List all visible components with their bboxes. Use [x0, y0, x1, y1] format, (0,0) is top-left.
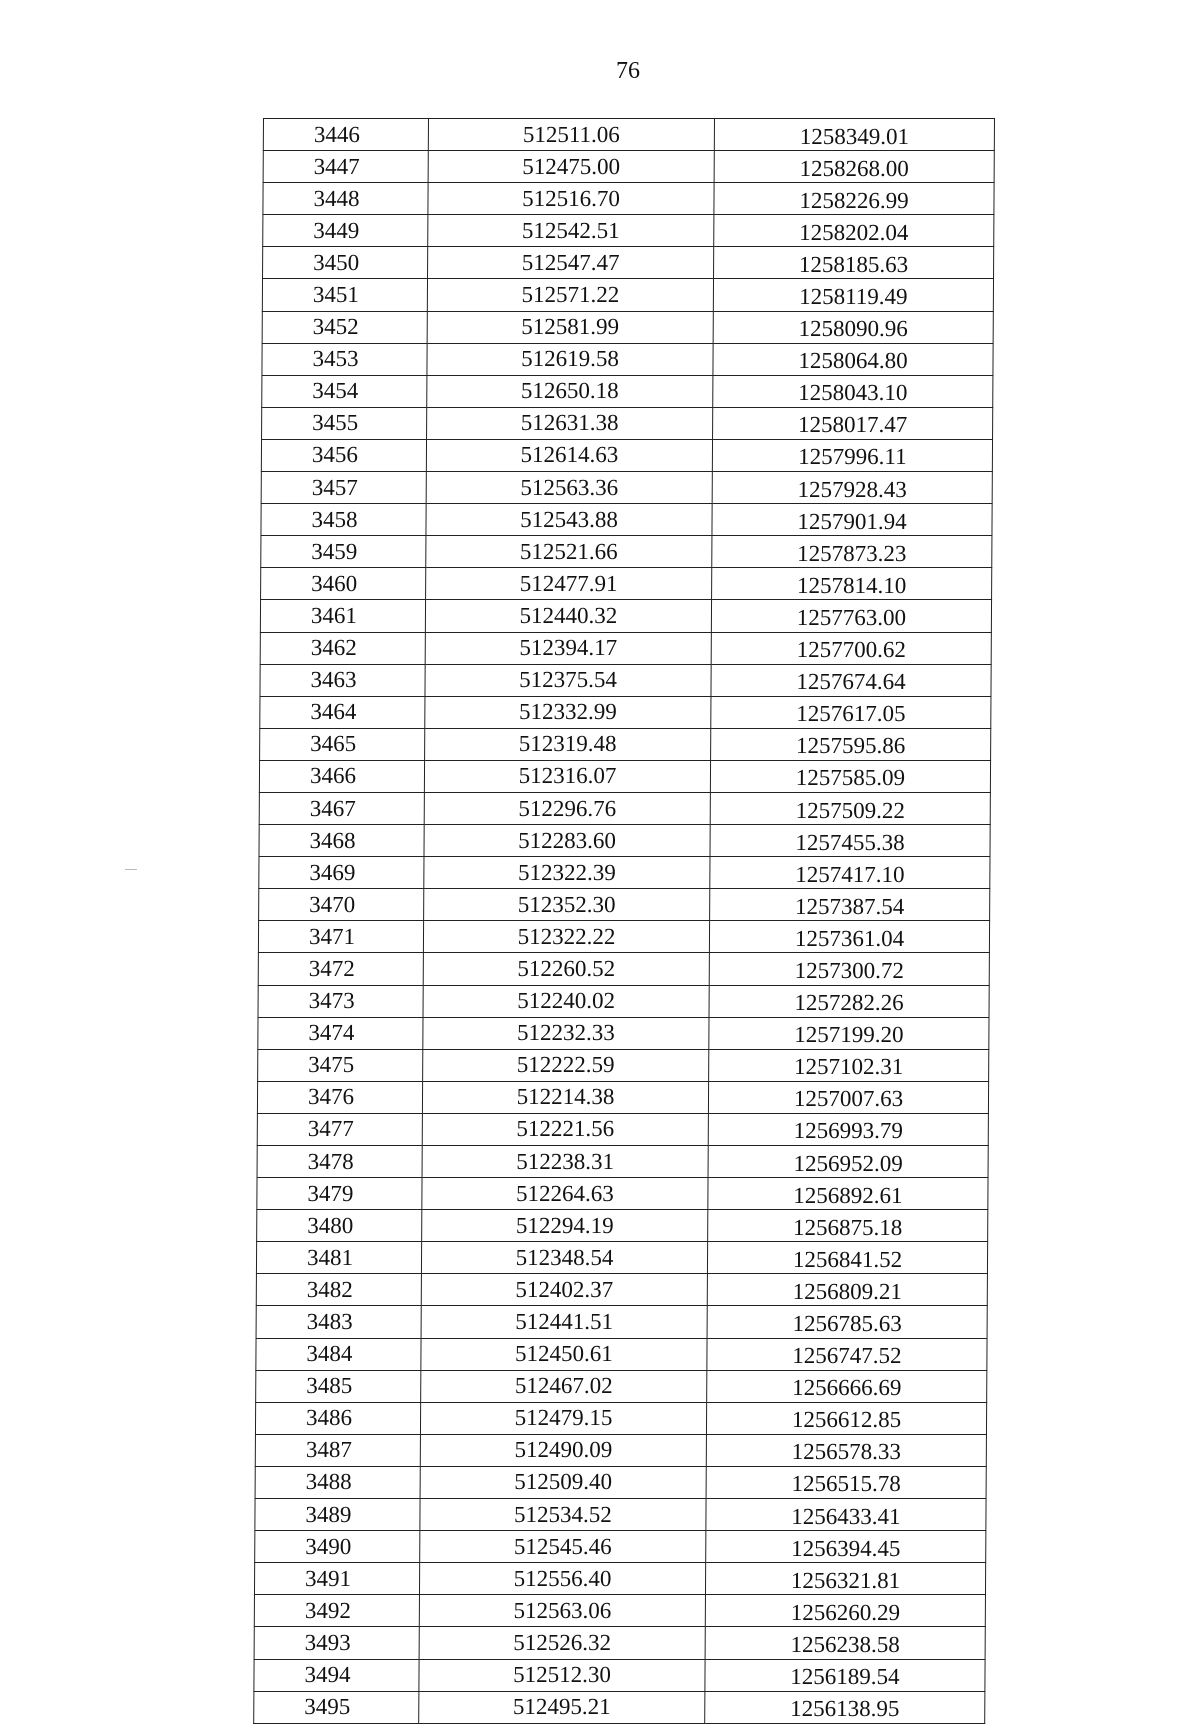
- point-number-cell: 3480: [257, 1210, 422, 1242]
- y-coordinate-cell: 1257417.10: [710, 857, 990, 889]
- point-number-cell: 3462: [260, 632, 425, 664]
- point-number-cell: 3468: [259, 825, 424, 857]
- y-coordinate-cell: 1257873.23: [712, 536, 992, 568]
- point-number-cell: 3476: [257, 1081, 422, 1113]
- y-coordinate-cell: 1258202.04: [714, 215, 994, 247]
- scan-artifact-mark: [125, 869, 137, 870]
- y-coordinate-cell: 1256578.33: [706, 1434, 986, 1466]
- x-coordinate-cell: 512619.58: [427, 343, 713, 375]
- x-coordinate-cell: 512222.59: [423, 1049, 709, 1081]
- point-number-cell: 3478: [257, 1146, 422, 1178]
- y-coordinate-cell: 1257455.38: [710, 825, 990, 857]
- x-coordinate-cell: 512394.17: [425, 632, 711, 664]
- table-row: [256, 1274, 987, 1306]
- table-row: [260, 728, 991, 760]
- table-row: [256, 1242, 987, 1274]
- point-number-cell: 3484: [256, 1338, 421, 1370]
- point-number-cell: 3459: [261, 536, 426, 568]
- point-number-cell: 3455: [262, 407, 427, 439]
- point-number-cell: 3463: [260, 664, 425, 696]
- point-number-cell: 3482: [256, 1274, 421, 1306]
- y-coordinate-cell: 1256515.78: [706, 1466, 986, 1498]
- point-number-cell: 3458: [261, 504, 426, 536]
- x-coordinate-cell: 512490.09: [420, 1434, 706, 1466]
- coordinates-table-body: [254, 119, 995, 1724]
- x-coordinate-cell: 512475.00: [428, 151, 714, 183]
- y-coordinate-cell: 1258043.10: [713, 375, 993, 407]
- y-coordinate-cell: 1258064.80: [713, 343, 993, 375]
- y-coordinate-cell: 1257814.10: [712, 568, 992, 600]
- table-row: [254, 1627, 985, 1659]
- table-row: [257, 1178, 988, 1210]
- x-coordinate-cell: 512542.51: [428, 215, 714, 247]
- table-row: [258, 921, 989, 953]
- x-coordinate-cell: 512511.06: [428, 119, 714, 151]
- point-number-cell: 3477: [257, 1113, 422, 1145]
- x-coordinate-cell: 512581.99: [427, 311, 713, 343]
- table-row: [259, 792, 990, 824]
- point-number-cell: 3483: [256, 1306, 421, 1338]
- point-number-cell: 3467: [259, 792, 424, 824]
- x-coordinate-cell: 512521.66: [426, 536, 712, 568]
- y-coordinate-cell: 1256875.18: [708, 1210, 988, 1242]
- y-coordinate-cell: 1257102.31: [709, 1049, 989, 1081]
- point-number-cell: 3451: [262, 279, 427, 311]
- y-coordinate-cell: 1257585.09: [710, 760, 990, 792]
- x-coordinate-cell: 512348.54: [421, 1242, 707, 1274]
- y-coordinate-cell: 1256394.45: [706, 1531, 986, 1563]
- y-coordinate-cell: 1257300.72: [709, 953, 989, 985]
- table-row: [257, 1081, 988, 1113]
- y-coordinate-cell: 1256747.52: [707, 1338, 987, 1370]
- table-row: [261, 504, 992, 536]
- x-coordinate-cell: 512534.52: [420, 1499, 706, 1531]
- x-coordinate-cell: 512296.76: [424, 792, 710, 824]
- table-row: [255, 1402, 986, 1434]
- y-coordinate-cell: 1256189.54: [705, 1659, 985, 1691]
- table-row: [256, 1306, 987, 1338]
- coordinates-table: [253, 118, 995, 1724]
- point-number-cell: 3461: [260, 600, 425, 632]
- y-coordinate-cell: 1258226.99: [714, 183, 994, 215]
- point-number-cell: 3481: [256, 1242, 421, 1274]
- x-coordinate-cell: 512543.88: [426, 504, 712, 536]
- y-coordinate-cell: 1257996.11: [712, 439, 992, 471]
- y-coordinate-cell: 1258268.00: [714, 151, 994, 183]
- point-number-cell: 3487: [255, 1434, 420, 1466]
- table-row: [259, 889, 990, 921]
- x-coordinate-cell: 512526.32: [419, 1627, 705, 1659]
- x-coordinate-cell: 512240.02: [423, 985, 709, 1017]
- x-coordinate-cell: 512319.48: [425, 728, 711, 760]
- y-coordinate-cell: 1256952.09: [708, 1146, 988, 1178]
- point-number-cell: 3466: [259, 760, 424, 792]
- point-number-cell: 3456: [261, 439, 426, 471]
- table-row: [262, 343, 993, 375]
- y-coordinate-cell: 1258349.01: [714, 119, 994, 151]
- x-coordinate-cell: 512571.22: [427, 279, 713, 311]
- y-coordinate-cell: 1258185.63: [714, 247, 994, 279]
- x-coordinate-cell: 512631.38: [427, 407, 713, 439]
- x-coordinate-cell: 512316.07: [424, 760, 710, 792]
- y-coordinate-cell: 1257387.54: [710, 889, 990, 921]
- y-coordinate-cell: 1257901.94: [712, 504, 992, 536]
- x-coordinate-cell: 512441.51: [421, 1306, 707, 1338]
- point-number-cell: 3475: [258, 1049, 423, 1081]
- table-row: [262, 375, 993, 407]
- point-number-cell: 3490: [255, 1531, 420, 1563]
- x-coordinate-cell: 512614.63: [426, 439, 712, 471]
- table-row: [261, 472, 992, 504]
- x-coordinate-cell: 512402.37: [421, 1274, 707, 1306]
- table-row: [263, 151, 994, 183]
- x-coordinate-cell: 512563.06: [419, 1595, 705, 1627]
- x-coordinate-cell: 512221.56: [422, 1113, 708, 1145]
- y-coordinate-cell: 1257617.05: [711, 696, 991, 728]
- table-row: [259, 760, 990, 792]
- table-row: [257, 1113, 988, 1145]
- point-number-cell: 3448: [263, 183, 428, 215]
- table-row: [263, 247, 994, 279]
- point-number-cell: 3492: [254, 1595, 419, 1627]
- point-number-cell: 3446: [263, 119, 428, 151]
- point-number-cell: 3447: [263, 151, 428, 183]
- table-row: [255, 1499, 986, 1531]
- point-number-cell: 3453: [262, 343, 427, 375]
- y-coordinate-cell: 1256138.95: [705, 1691, 985, 1723]
- y-coordinate-cell: 1257763.00: [711, 600, 991, 632]
- x-coordinate-cell: 512450.61: [421, 1338, 707, 1370]
- page-number: 76: [616, 58, 640, 84]
- y-coordinate-cell: 1256809.21: [707, 1274, 987, 1306]
- x-coordinate-cell: 512516.70: [428, 183, 714, 215]
- y-coordinate-cell: 1256841.52: [707, 1242, 987, 1274]
- x-coordinate-cell: 512232.33: [423, 1017, 709, 1049]
- x-coordinate-cell: 512467.02: [421, 1370, 707, 1402]
- x-coordinate-cell: 512547.47: [428, 247, 714, 279]
- table-row: [256, 1370, 987, 1402]
- y-coordinate-cell: 1257007.63: [708, 1081, 988, 1113]
- table-row: [254, 1659, 985, 1691]
- x-coordinate-cell: 512214.38: [422, 1081, 708, 1113]
- x-coordinate-cell: 512332.99: [425, 696, 711, 728]
- point-number-cell: 3450: [263, 247, 428, 279]
- y-coordinate-cell: 1257928.43: [712, 472, 992, 504]
- point-number-cell: 3495: [254, 1691, 419, 1723]
- y-coordinate-cell: 1256260.29: [705, 1595, 985, 1627]
- table-row: [260, 664, 991, 696]
- table-row: [261, 568, 992, 600]
- point-number-cell: 3457: [261, 472, 426, 504]
- table-row: [262, 407, 993, 439]
- point-number-cell: 3489: [255, 1499, 420, 1531]
- point-number-cell: 3452: [262, 311, 427, 343]
- y-coordinate-cell: 1256433.41: [706, 1499, 986, 1531]
- table-row: [260, 632, 991, 664]
- table-row: [261, 536, 992, 568]
- x-coordinate-cell: 512322.22: [423, 921, 709, 953]
- table-row: [254, 1563, 985, 1595]
- x-coordinate-cell: 512650.18: [427, 375, 713, 407]
- y-coordinate-cell: 1257361.04: [709, 921, 989, 953]
- x-coordinate-cell: 512479.15: [420, 1402, 706, 1434]
- x-coordinate-cell: 512375.54: [425, 664, 711, 696]
- point-number-cell: 3488: [255, 1466, 420, 1498]
- x-coordinate-cell: 512264.63: [422, 1178, 708, 1210]
- point-number-cell: 3460: [261, 568, 426, 600]
- table-row: [263, 119, 994, 151]
- x-coordinate-cell: 512477.91: [426, 568, 712, 600]
- table-row: [258, 953, 989, 985]
- x-coordinate-cell: 512495.21: [419, 1691, 705, 1723]
- x-coordinate-cell: 512563.36: [426, 472, 712, 504]
- table-row: [259, 857, 990, 889]
- point-number-cell: 3474: [258, 1017, 423, 1049]
- table-row: [261, 439, 992, 471]
- point-number-cell: 3472: [258, 953, 423, 985]
- table-row: [255, 1531, 986, 1563]
- x-coordinate-cell: 512556.40: [419, 1563, 705, 1595]
- table-row: [260, 696, 991, 728]
- table-row: [255, 1434, 986, 1466]
- y-coordinate-cell: 1256666.69: [707, 1370, 987, 1402]
- point-number-cell: 3470: [259, 889, 424, 921]
- x-coordinate-cell: 512283.60: [424, 825, 710, 857]
- y-coordinate-cell: 1258017.47: [713, 407, 993, 439]
- point-number-cell: 3473: [258, 985, 423, 1017]
- point-number-cell: 3471: [258, 921, 423, 953]
- x-coordinate-cell: 512238.31: [422, 1146, 708, 1178]
- point-number-cell: 3491: [254, 1563, 419, 1595]
- table-row: [258, 985, 989, 1017]
- point-number-cell: 3479: [257, 1178, 422, 1210]
- point-number-cell: 3486: [255, 1402, 420, 1434]
- y-coordinate-cell: 1256321.81: [705, 1563, 985, 1595]
- table-row: [259, 825, 990, 857]
- y-coordinate-cell: 1257509.22: [710, 792, 990, 824]
- y-coordinate-cell: 1258090.96: [713, 311, 993, 343]
- table-row: [258, 1017, 989, 1049]
- y-coordinate-cell: 1257700.62: [711, 632, 991, 664]
- y-coordinate-cell: 1258119.49: [713, 279, 993, 311]
- point-number-cell: 3493: [254, 1627, 419, 1659]
- table-row: [262, 311, 993, 343]
- y-coordinate-cell: 1257674.64: [711, 664, 991, 696]
- y-coordinate-cell: 1256785.63: [707, 1306, 987, 1338]
- point-number-cell: 3454: [262, 375, 427, 407]
- x-coordinate-cell: 512512.30: [419, 1659, 705, 1691]
- table-row: [254, 1691, 985, 1723]
- x-coordinate-cell: 512260.52: [423, 953, 709, 985]
- x-coordinate-cell: 512322.39: [424, 857, 710, 889]
- point-number-cell: 3469: [259, 857, 424, 889]
- y-coordinate-cell: 1257282.26: [709, 985, 989, 1017]
- x-coordinate-cell: 512545.46: [420, 1531, 706, 1563]
- y-coordinate-cell: 1257199.20: [709, 1017, 989, 1049]
- x-coordinate-cell: 512352.30: [424, 889, 710, 921]
- table-row: [262, 279, 993, 311]
- x-coordinate-cell: 512440.32: [425, 600, 711, 632]
- x-coordinate-cell: 512294.19: [422, 1210, 708, 1242]
- table-row: [263, 183, 994, 215]
- x-coordinate-cell: 512509.40: [420, 1466, 706, 1498]
- point-number-cell: 3485: [256, 1370, 421, 1402]
- table-row: [263, 215, 994, 247]
- y-coordinate-cell: 1256612.85: [706, 1402, 986, 1434]
- y-coordinate-cell: 1256238.58: [705, 1627, 985, 1659]
- point-number-cell: 3465: [260, 728, 425, 760]
- table-row: [258, 1049, 989, 1081]
- y-coordinate-cell: 1256892.61: [708, 1178, 988, 1210]
- table-row: [256, 1338, 987, 1370]
- y-coordinate-cell: 1256993.79: [708, 1113, 988, 1145]
- y-coordinate-cell: 1257595.86: [711, 728, 991, 760]
- point-number-cell: 3449: [263, 215, 428, 247]
- table-row: [257, 1146, 988, 1178]
- table-row: [254, 1595, 985, 1627]
- table-row: [257, 1210, 988, 1242]
- table-row: [255, 1466, 986, 1498]
- table-row: [260, 600, 991, 632]
- point-number-cell: 3464: [260, 696, 425, 728]
- point-number-cell: 3494: [254, 1659, 419, 1691]
